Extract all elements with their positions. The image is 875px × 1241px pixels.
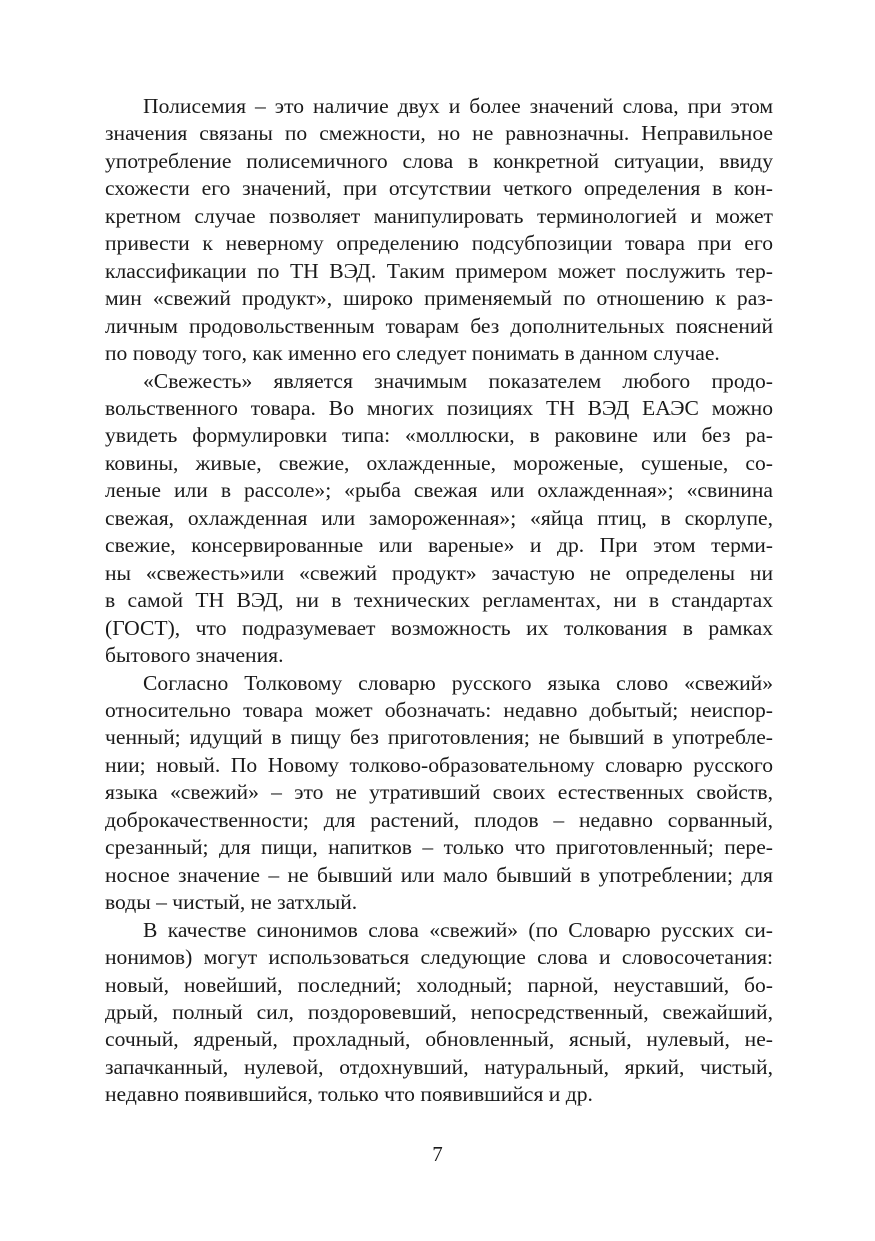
text-line: воды – чистый, не затхлый. — [105, 890, 358, 915]
document-body — [105, 93, 773, 1109]
text-line: в самой ТН ВЭД, ни в технических регламентах, ни в стандартах — [105, 588, 773, 613]
text-line: Полисемия – это наличие двух и более значений слова, при этом — [143, 94, 773, 118]
text-line: свежая, охлажденная или замороженная»; «яйца птиц, в скорлупе, — [105, 505, 773, 530]
text-line: по поводу того, как именно его следует понимать в данном случае. — [105, 341, 720, 366]
text-line: недавно появившийся, только что появившийся и др. — [105, 1082, 593, 1107]
text-line: свежие, консервированные или вареные» и др. При этом терми- — [105, 533, 773, 558]
text-line: языка «свежий» – это не утративший своих естественных свойств, — [105, 780, 773, 805]
text-line: бытового значения. — [105, 643, 284, 668]
paragraph-polysemy — [105, 93, 773, 368]
page-number: 7 — [432, 1142, 443, 1166]
text-line: ны «свежесть»или «свежий продукт» зачастую не определены ни — [105, 560, 773, 585]
text-line: запачканный, нулевой, отдохнувший, натуральный, яркий, чистый, — [105, 1054, 773, 1079]
text-line: мин «свежий продукт», широко применяемый по отношению к раз- — [105, 286, 773, 311]
text-line: срезанный; для пищи, напитков – только что приготовленный; пере- — [105, 835, 773, 860]
text-line: ковины, живые, свежие, охлажденные, мороженые, сушеные, со- — [105, 450, 773, 475]
text-line: Согласно Толковому словарю русского языка слово «свежий» — [143, 670, 773, 695]
text-line: значения связаны по смежности, но не равнозначны. Неправильное — [105, 121, 773, 146]
text-line: схожести его значений, при отсутствии четкого определения в кон- — [105, 176, 773, 201]
text-line: «Свежесть» является значимым показателем любого продо- — [143, 368, 773, 393]
text-line: употребление полисемичного слова в конкретной ситуации, ввиду — [105, 148, 773, 173]
text-line: (ГОСТ), что подразумевает возможность их толкования в рамках — [105, 615, 773, 640]
text-line: классификации по ТН ВЭД. Таким примером может послужить тер- — [105, 258, 773, 283]
text-line: новый, новейший, последний; холодный; парной, неуставший, бо- — [105, 972, 773, 997]
text-line: ченный; идущий в пищу без приготовления; не бывший в употребле- — [105, 725, 773, 750]
text-line: привести к неверному определению подсубпозиции товара при его — [105, 231, 773, 256]
text-line: носное значение – не бывший или мало бывший в употреблении; для — [105, 862, 773, 887]
text-line: вольственного товара. Во многих позициях ТН ВЭД ЕАЭС можно — [105, 395, 773, 420]
text-line: леные или в рассоле»; «рыба свежая или охлажденная»; «свинина — [105, 478, 773, 503]
text-line: нонимов) могут использоваться следующие слова и словосочетания: — [105, 945, 773, 970]
text-line: нии; новый. По Новому толково-образовательному словарю русского — [105, 752, 773, 777]
text-line: дрый, полный сил, поздоровевший, непосредственный, свежайший, — [105, 999, 773, 1024]
text-line: увидеть формулировки типа: «моллюски, в раковине или без ра- — [105, 423, 773, 448]
text-line: личным продовольственным товарам без дополнительных пояснений — [105, 313, 773, 338]
text-line: доброкачественности; для растений, плодов – недавно сорванный, — [105, 807, 773, 832]
text-line: сочный, ядреный, прохладный, обновленный, ясный, нулевый, не- — [105, 1027, 773, 1052]
text-line: кретном случае позволяет манипулировать терминологией и может — [105, 203, 773, 228]
paragraph-dictionary — [105, 670, 773, 917]
text-line: В качестве синонимов слова «свежий» (по Словарю русских си- — [143, 917, 773, 942]
text-line: относительно товара может обозначать: недавно добытый; неиспор- — [105, 697, 773, 722]
paragraph-freshness — [105, 368, 773, 670]
paragraph-synonyms — [105, 917, 773, 1109]
